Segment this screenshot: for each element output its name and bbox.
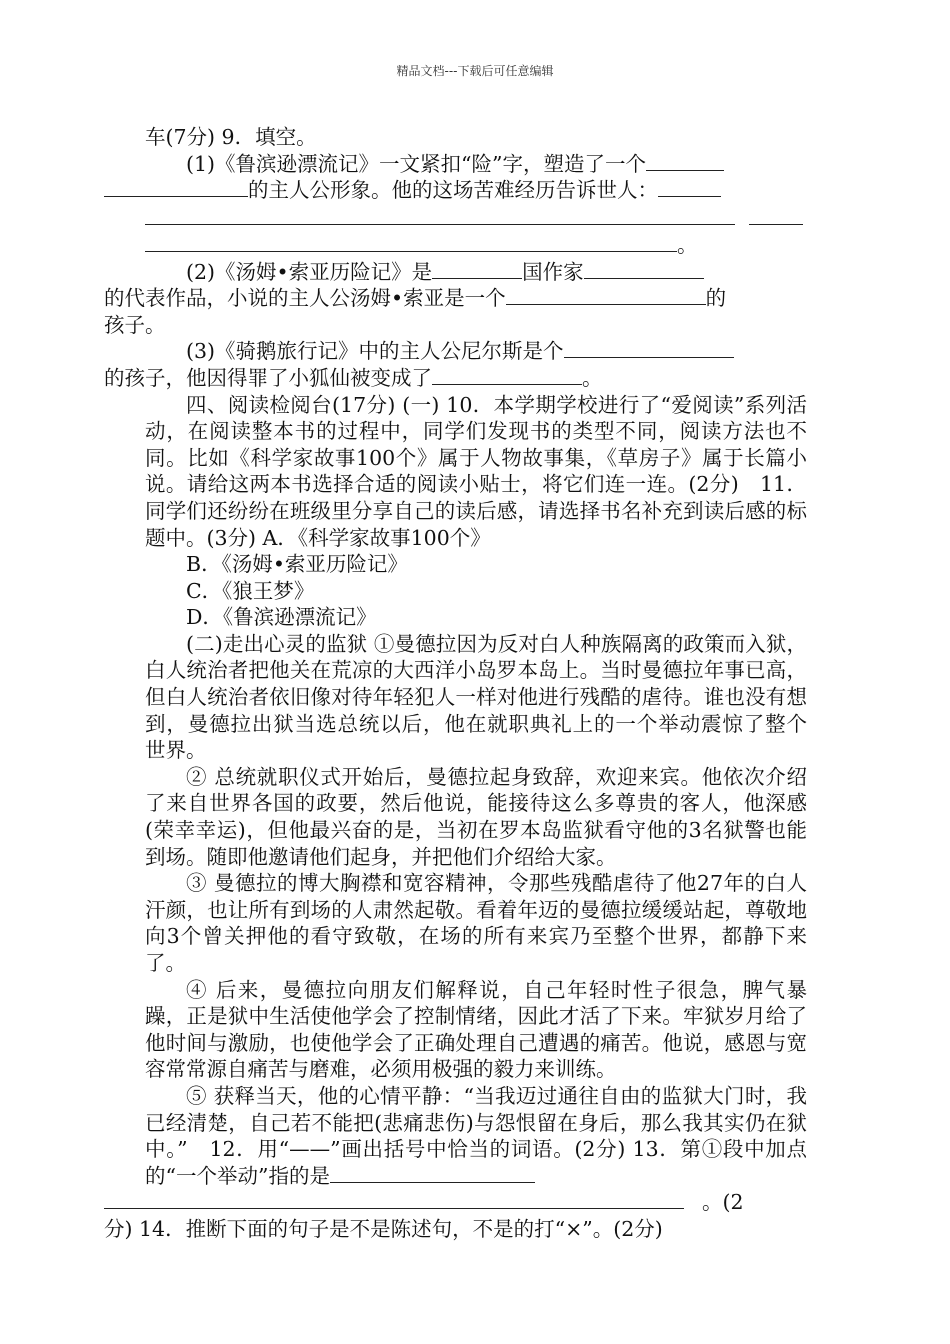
answer-blank[interactable] — [432, 260, 522, 279]
text-span: 。(2 — [702, 1190, 744, 1215]
question-9-2 — [104, 259, 807, 339]
text-span: 。 — [677, 232, 698, 257]
text-span: ⑤ 获释当天，他的心情平静：“当我迈过通往自由的监狱大门时，我已经清楚，自己若不能把(悲痛悲伤)与怨恨留在身后，那么我其实仍在狱中。” 12．用“——”画出括号中恰当的词语。(2分) 13．第①段中加点的“一个举动”指的是 — [145, 1083, 807, 1188]
answer-blank[interactable] — [104, 1190, 684, 1209]
passage-paragraph-4: ④ 后来，曼德拉向朋友们解释说，自己年轻时性子很急，脾气暴躁，正是狱中生活使他学会了控制情绪，因此才活了下来。牢狱岁月给了他时间与激励，也使他学会了正确处理自己遭遇的痛苦。他说，感恩与宽容常常源自痛苦与磨难，必须用极强的毅力来训练。 — [145, 977, 807, 1082]
answer-line-row — [145, 232, 807, 259]
text-span: (2)《汤姆•索亚历险记》是 — [186, 259, 433, 284]
document-body — [104, 124, 807, 1243]
text-span: 的孩子，他因得罪了小狐仙被变成了 — [104, 365, 432, 390]
passage-paragraph-1: (二)走出心灵的监狱 ①曼德拉因为反对白人种族隔离的政策而入狱，白人统治者把他关在荒凉的大西洋小岛罗本岛上。当时曼德拉年事已高，但白人统治者依旧像对待年轻犯人一样对他进行残酷的虐待。谁也没有想到，曼德拉出狱当选总统以后，他在就职典礼上的一个举动震惊了整个 世界。 — [145, 631, 807, 763]
paragraph: 车(7分) 9．填空。 — [145, 125, 317, 149]
text-span: 的代表作品，小说的主人公汤姆•索亚是一个 — [104, 286, 506, 311]
answer-blank[interactable] — [584, 260, 704, 279]
passage-paragraph-2: ② 总统就职仪式开始后，曼德拉起身致辞，欢迎来宾。他依次介绍了来自世界各国的政要，然后他说，能接待这么多尊贵的客人，他深感(荣幸幸运)，但他最兴奋的是，当初在罗本岛监狱看守他的3名狱警也能到场。随即他邀请他们起身，并把他们介绍给大家。 — [145, 764, 807, 869]
answer-blank[interactable] — [564, 339, 734, 358]
answer-blank[interactable] — [658, 178, 721, 197]
option-d: D．《鲁滨逊漂流记》 — [186, 605, 377, 630]
text-span: (3)《骑鹅旅行记》中的主人公尼尔斯是个 — [186, 339, 564, 364]
answer-line[interactable] — [145, 204, 735, 225]
text-span: 孩子。 — [104, 312, 166, 337]
text-span: 。 — [582, 365, 603, 390]
text-span: 的 — [705, 286, 727, 311]
option-b: B．《汤姆•索亚历险记》 — [186, 552, 408, 577]
question-9-1 — [145, 151, 807, 204]
option-c: C．《狼王梦》 — [186, 578, 315, 603]
question-9-3 — [104, 338, 807, 391]
section-4-intro: 四、阅读检阅台(17分) (一) 10．本学期学校进行了“爱阅读”系列活动，在阅读整本书的过程中，同学们发现书的类型不同，阅读方法也不同。比如《科学家故事100个》属于人物故事集，《草房子》属于长篇小说。请给这两本书选择合适的阅读小贴士，将它们连一连。(2分) 11．同学们还纷纷在班级里分享自己的读后感，请选择书名补充到读后感的标题中。(3分) A．《科学家故事100个》 — [145, 392, 807, 550]
text-span: 分) 14．推断下面的句子是不是陈述句，不是的打“×”。(2分) — [104, 1216, 663, 1241]
answer-line[interactable] — [749, 204, 803, 225]
answer-blank[interactable] — [104, 178, 248, 197]
answer-blank[interactable] — [506, 286, 706, 305]
answer-blank[interactable] — [646, 152, 724, 171]
passage-paragraph-5 — [104, 1083, 807, 1243]
passage-paragraph-3: ③ 曼德拉的博大胸襟和宽容精神，令那些残酷虐待了他27年的白人汗颜，也让所有到场的人肃然起敬。看着年迈的曼德拉缓缓站起，尊敬地向3个曾关押他的看守致敬，在场的所有来宾乃至整个世界，都静下来了。 — [145, 871, 807, 975]
text-span: 的主人公形象。他的这场苦难经历告诉世人： — [248, 178, 658, 203]
text-span: (1)《鲁滨逊漂流记》一文紧扣“险”字，塑造了一个 — [186, 151, 646, 176]
page-header: 精品文档---下载后可任意编辑 — [396, 64, 554, 78]
answer-blank[interactable] — [145, 233, 677, 252]
answer-blank[interactable] — [330, 1164, 535, 1183]
answer-blank[interactable] — [432, 366, 582, 385]
text-span: 国作家 — [522, 259, 584, 284]
